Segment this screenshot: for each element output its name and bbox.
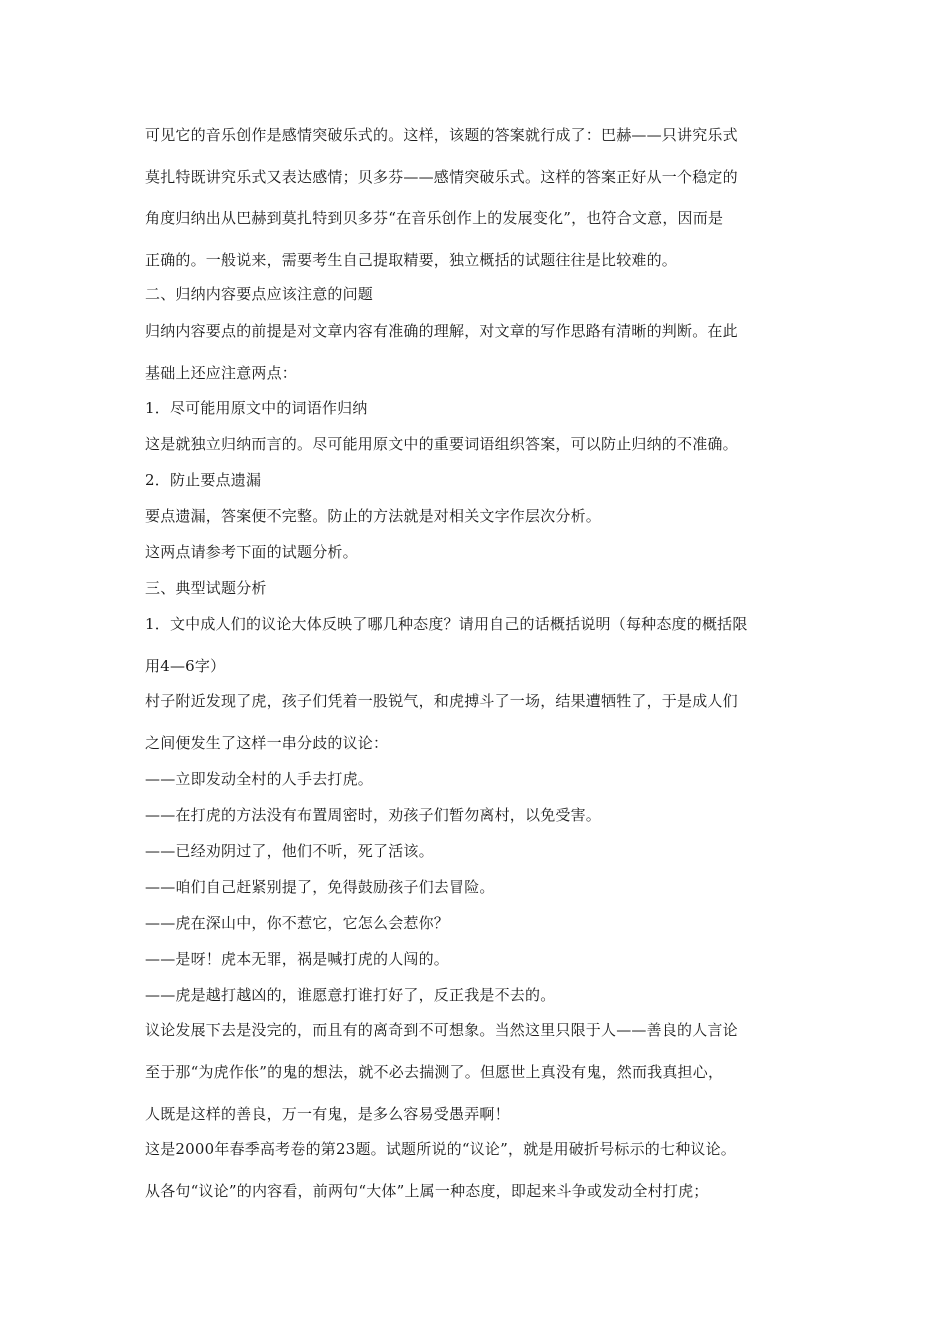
text-line: 正确的。一般说来，需要考生自己提取精要，独立概括的试题往往是比较难的。	[145, 251, 678, 269]
dash-item: ——咱们自己赶紧别提了，免得鼓励孩子们去冒险。	[145, 878, 495, 896]
text-line: 归纳内容要点的前提是对文章内容有准确的理解，对文章的写作思路有清晰的判断。在此	[145, 322, 738, 340]
dash-item: ——是呀！虎本无罪，祸是喊打虎的人闯的。	[145, 950, 450, 968]
text-line: 议论发展下去是没完的，而且有的离奇到不可想象。当然这里只限于人——善良的人言论	[145, 1021, 738, 1039]
dash-item: ——虎在深山中，你不惹它，它怎么会惹你？	[145, 914, 450, 932]
text-line: 至于那“为虎作伥”的鬼的想法，就不必去揣测了。但愿世上真没有鬼，然而我真担心，	[145, 1063, 724, 1081]
text-line: 人既是这样的善良，万一有鬼，是多么容易受愚弄啊！	[145, 1105, 510, 1123]
text-line: 角度归纳出从巴赫到莫扎特到贝多芬“在音乐创作上的发展变化”，也符合文意，因而是	[145, 209, 724, 227]
text-line: 基础上还应注意两点：	[145, 364, 298, 382]
dash-item: ——在打虎的方法没有布置周密时，劝孩子们暂勿离村，以免受害。	[145, 806, 602, 824]
subheading: 2．防止要点遗漏	[145, 471, 262, 489]
section-heading: 三、典型试题分析	[145, 579, 267, 597]
section-heading: 二、归纳内容要点应该注意的问题	[145, 285, 374, 303]
dash-item: ——虎是越打越凶的，谁愿意打谁打好了，反正我是不去的。	[145, 986, 556, 1004]
text-line: 莫扎特既讲究乐式又表达感情；贝多芬——感情突破乐式。这样的答案正好从一个稳定的	[145, 168, 738, 186]
dash-item: ——立即发动全村的人手去打虎。	[145, 770, 374, 788]
question-line: 1．文中成人们的议论大体反映了哪几种态度？请用自己的话概括说明（每种态度的概括限	[145, 615, 748, 633]
text-line: 村子附近发现了虎，孩子们凭着一股锐气，和虎搏斗了一场，结果遭牺牲了，于是成人们	[145, 692, 738, 710]
text-line: 这两点请参考下面的试题分析。	[145, 543, 358, 561]
subheading: 1．尽可能用原文中的词语作归纳	[145, 399, 368, 417]
text-line: 这是2000年春季高考卷的第23题。试题所说的“议论”，就是用破折号标示的七种议论。	[145, 1140, 737, 1158]
text-line: 从各句“议论”的内容看，前两句“大体”上属一种态度，即起来斗争或发动全村打虎；	[145, 1182, 709, 1200]
text-line: 这是就独立归纳而言的。尽可能用原文中的重要词语组织答案，可以防止归纳的不准确。	[145, 435, 738, 453]
text-line: 要点遗漏，答案便不完整。防止的方法就是对相关文字作层次分析。	[145, 507, 602, 525]
text-line: 可见它的音乐创作是感情突破乐式的。这样，该题的答案就行成了：巴赫——只讲究乐式	[145, 126, 738, 144]
question-line: 用4—6字）	[145, 657, 226, 675]
dash-item: ——已经劝阴过了，他们不听，死了活该。	[145, 842, 434, 860]
text-line: 之间便发生了这样一串分歧的议论：	[145, 734, 389, 752]
